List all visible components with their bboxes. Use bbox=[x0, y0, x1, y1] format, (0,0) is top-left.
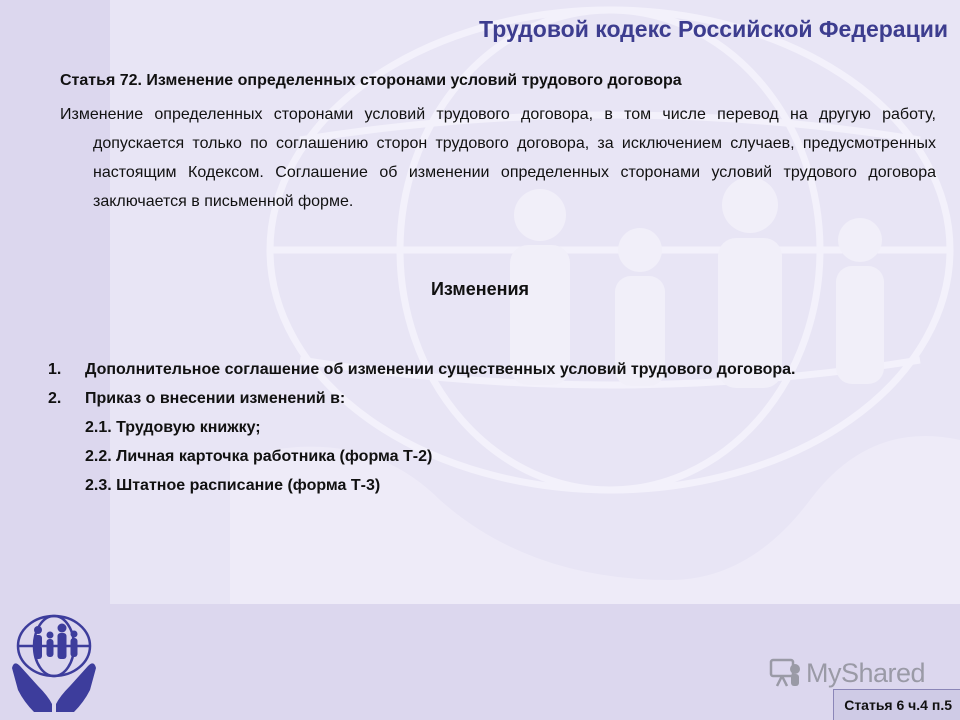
presentation-board-icon bbox=[768, 656, 802, 690]
article-body: Изменение определенных сторонами условий трудового договора, в том числе перевод на другую работу, допускается только по соглашению сторон трудового договора, за исключением случаев, предусмотренных настоящим Кодексом. Соглашение об изменении определенных сторонами условий трудового договора заключается в письменной форме. bbox=[60, 106, 936, 210]
sub-list-item: 2.1. Трудовую книжку; bbox=[85, 419, 261, 436]
sub-list-item: 2.2. Личная карточка работника (форма Т-2) bbox=[85, 448, 433, 465]
list-item-number: 1. bbox=[48, 361, 62, 378]
list-item bbox=[48, 384, 928, 413]
changes-heading: Изменения bbox=[430, 279, 530, 299]
family-hands-logo bbox=[8, 606, 100, 714]
article-heading: Статья 72. Изменение определенных сторонами условий трудового договора bbox=[60, 72, 682, 89]
list-item-number: 2. bbox=[48, 390, 62, 407]
page-title: Трудовой кодекс Российской Федерации bbox=[479, 16, 948, 42]
changes-list bbox=[48, 355, 928, 500]
list-item bbox=[48, 355, 928, 384]
sub-list-item: 2.3. Штатное расписание (форма Т-3) bbox=[85, 477, 381, 494]
brand-text: MyShared bbox=[806, 657, 926, 688]
myshared-brand bbox=[768, 656, 925, 690]
article-reference-badge: Статья 6 ч.4 п.5 bbox=[833, 689, 960, 720]
list-item-text: Приказ о внесении изменений в: bbox=[85, 390, 346, 407]
article-block bbox=[60, 70, 936, 216]
list-item-text: Дополнительное соглашение об изменении существенных условий трудового договора. bbox=[85, 361, 796, 378]
